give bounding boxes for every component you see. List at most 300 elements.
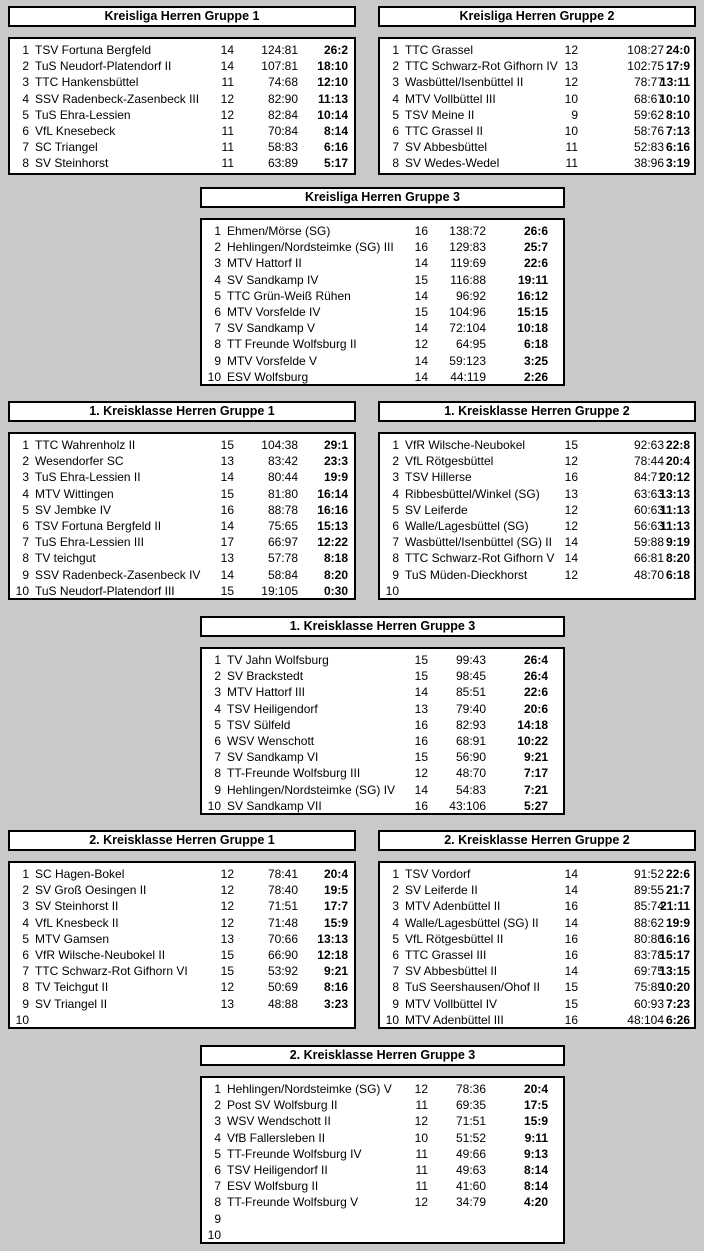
points: 20:6	[523, 701, 548, 716]
games-played: 12	[564, 502, 578, 517]
place: 2	[22, 454, 29, 469]
points: 19:9	[665, 915, 690, 930]
points: 22:6	[523, 685, 548, 700]
table-row	[15, 979, 349, 995]
place: 7	[392, 964, 399, 979]
team-name: MTV Adenbüttel II	[405, 899, 501, 914]
points: 3:25	[523, 353, 548, 368]
team-name: TV Teichgut II	[35, 980, 109, 995]
table-row	[15, 915, 349, 931]
place: 9	[214, 782, 221, 797]
table-row	[15, 155, 349, 171]
table-row	[385, 1012, 689, 1028]
game-score: 68:91	[455, 733, 486, 748]
games-played: 14	[564, 551, 578, 566]
team-name: TuS Seershausen/Ohof II	[405, 980, 540, 995]
team-name: SSV Radenbeck-Zasenbeck III	[35, 91, 200, 106]
points: 15:9	[323, 915, 348, 930]
game-score: 85:51	[455, 685, 486, 700]
points: 8:10	[665, 107, 690, 122]
table-title: 2. Kreisklasse Herren Gruppe 3	[200, 1045, 565, 1066]
place: 5	[214, 1146, 221, 1161]
team-name: TTC Wahrenholz II	[35, 438, 136, 452]
table-title: 2. Kreisklasse Herren Gruppe 2	[378, 830, 696, 851]
game-score: 66:90	[267, 947, 298, 962]
games-played: 11	[415, 1098, 428, 1113]
place: 3	[214, 256, 221, 271]
table-title: 2. Kreisklasse Herren Gruppe 1	[8, 830, 356, 851]
table-row	[207, 1146, 558, 1162]
points: 13:13	[317, 931, 348, 946]
team-name: VfB Fallersleben II	[227, 1130, 326, 1145]
points: 10:10	[659, 91, 690, 106]
points: 15:9	[523, 1114, 548, 1129]
points: 12:18	[317, 947, 348, 962]
team-name: Walle/Lagesbüttel (SG)	[405, 518, 529, 533]
standings-table	[378, 432, 696, 600]
place: 8	[22, 980, 29, 995]
table-row	[15, 453, 349, 469]
table-row	[385, 583, 689, 599]
table-row	[207, 1097, 558, 1113]
team-name: SV Jembke IV	[35, 502, 112, 517]
place: 2	[214, 240, 221, 255]
place: 10	[15, 1012, 29, 1027]
place: 9	[214, 1211, 221, 1226]
games-played: 15	[220, 583, 234, 598]
place: 5	[22, 107, 29, 122]
place: 6	[214, 304, 221, 319]
game-score: 49:63	[455, 1162, 486, 1177]
games-played: 16	[564, 1012, 578, 1027]
game-score: 44:119	[450, 369, 486, 384]
game-score: 66:81	[633, 551, 664, 566]
games-played: 14	[564, 883, 578, 898]
game-score: 88:62	[633, 915, 664, 930]
table-row	[385, 502, 689, 518]
team-name: TSV Fortuna Bergfeld II	[35, 518, 162, 533]
games-played: 14	[564, 535, 578, 550]
points: 22:6	[665, 867, 690, 881]
table-row	[385, 155, 689, 171]
place: 7	[22, 535, 29, 550]
game-score: 60:63	[633, 502, 664, 517]
games-played: 15	[414, 304, 428, 319]
team-name: TuS Ehra-Lessien	[35, 107, 131, 122]
table-row	[385, 996, 689, 1012]
points: 0:30	[323, 583, 348, 598]
games-played: 15	[564, 438, 578, 452]
game-score: 81:80	[267, 486, 298, 501]
team-name: Wesendorfer SC	[35, 454, 124, 469]
team-name: TT-Freunde Wolfsburg III	[227, 766, 361, 781]
game-score: 48:88	[267, 996, 298, 1011]
games-played: 16	[220, 502, 234, 517]
games-played: 14	[564, 915, 578, 930]
place: 9	[392, 996, 399, 1011]
team-name: MTV Wittingen	[35, 486, 114, 501]
game-score: 56:90	[455, 750, 486, 765]
place: 1	[22, 43, 29, 57]
games-played: 12	[220, 91, 234, 106]
table-row	[15, 107, 349, 123]
table-row	[207, 336, 558, 352]
game-score: 34:79	[455, 1195, 486, 1210]
team-name: TTC Grün-Weiß Rühen	[227, 288, 351, 303]
game-score: 75:89	[633, 980, 664, 995]
team-name: ESV Wolfsburg II	[227, 1179, 319, 1194]
place: 6	[22, 123, 29, 138]
game-score: 99:43	[455, 653, 486, 667]
points: 21:7	[665, 883, 690, 898]
team-name: TSV Sülfeld	[227, 717, 291, 732]
games-played: 10	[414, 1130, 428, 1145]
games-played: 14	[414, 353, 428, 368]
table-row	[15, 486, 349, 502]
table-row	[15, 123, 349, 139]
table-row	[207, 684, 558, 700]
game-score: 70:84	[267, 123, 298, 138]
game-score: 82:90	[267, 91, 298, 106]
points: 7:13	[665, 123, 690, 138]
place: 7	[22, 140, 29, 155]
place: 7	[214, 1179, 221, 1194]
team-name: TSV Heiligendorf	[227, 701, 318, 716]
games-played: 13	[414, 701, 428, 716]
games-played: 16	[414, 224, 428, 238]
points: 16:12	[517, 288, 548, 303]
points: 20:4	[665, 454, 690, 469]
place: 6	[22, 947, 29, 962]
place: 7	[214, 750, 221, 765]
game-score: 91:52	[633, 867, 664, 881]
games-played: 16	[414, 733, 428, 748]
games-played: 10	[564, 123, 578, 138]
place: 4	[214, 1130, 221, 1145]
games-played: 16	[414, 798, 428, 813]
table-row	[207, 272, 558, 288]
place: 4	[22, 915, 29, 930]
games-played: 12	[414, 1114, 428, 1129]
game-score: 43:106	[449, 798, 486, 813]
team-name: MTV Hattorf III	[227, 685, 306, 700]
place: 1	[392, 438, 399, 452]
table-row	[385, 486, 689, 502]
table-row	[385, 963, 689, 979]
games-played: 15	[220, 947, 234, 962]
table-title: Kreisliga Herren Gruppe 2	[378, 6, 696, 27]
team-name: TSV Hillerse	[405, 470, 472, 485]
game-score: 129:83	[449, 240, 486, 255]
table-title: 1. Kreisklasse Herren Gruppe 2	[378, 401, 696, 422]
games-played: 17	[220, 535, 234, 550]
points: 16:16	[317, 502, 348, 517]
game-score: 80:86	[633, 931, 664, 946]
games-played: 15	[220, 438, 234, 452]
place: 10	[385, 583, 399, 598]
place: 7	[22, 964, 29, 979]
points: 23:3	[323, 454, 348, 469]
team-name: SV Abbesbüttel	[405, 140, 488, 155]
points: 6:18	[523, 337, 548, 352]
games-played: 14	[220, 518, 234, 533]
games-played: 16	[564, 931, 578, 946]
table-title: Kreisliga Herren Gruppe 1	[8, 6, 356, 27]
game-score: 119:69	[450, 256, 486, 271]
place: 8	[22, 551, 29, 566]
game-score: 92:63	[633, 438, 664, 452]
table-row	[15, 437, 349, 453]
points: 12:10	[317, 75, 348, 90]
team-name: ESV Wolfsburg	[227, 369, 309, 384]
points: 15:17	[659, 947, 690, 962]
points: 8:16	[323, 980, 348, 995]
table-row	[15, 931, 349, 947]
table-row	[207, 223, 558, 239]
team-name: SV Leiferde	[405, 502, 468, 517]
game-score: 89:55	[633, 883, 664, 898]
game-score: 83:78	[633, 947, 664, 962]
points: 6:16	[665, 140, 690, 155]
place: 5	[22, 502, 29, 517]
games-played: 16	[564, 947, 578, 962]
place: 1	[392, 43, 399, 57]
team-name: Wasbüttel/Isenbüttel (SG) II	[405, 535, 552, 550]
place: 8	[392, 551, 399, 566]
standings-table	[8, 37, 356, 175]
game-score: 53:92	[267, 964, 298, 979]
place: 2	[214, 669, 221, 684]
games-played: 12	[220, 915, 234, 930]
team-name: SV Steinhorst	[35, 156, 109, 171]
games-played: 13	[220, 996, 234, 1011]
game-score: 41:60	[455, 1179, 486, 1194]
team-name: WSV Wenschott	[227, 733, 315, 748]
place: 4	[22, 91, 29, 106]
game-score: 74:68	[267, 75, 298, 90]
games-played: 12	[564, 43, 578, 57]
table-row	[385, 931, 689, 947]
place: 2	[392, 454, 399, 469]
table-row	[385, 91, 689, 107]
game-score: 66:97	[267, 535, 298, 550]
table-row	[207, 652, 558, 668]
table-row	[15, 898, 349, 914]
place: 8	[214, 337, 221, 352]
team-name: VfR Wilsche-Neubokel II	[35, 947, 166, 962]
table-row	[207, 798, 558, 814]
game-score: 78:36	[455, 1082, 486, 1096]
team-name: MTV Vorsfelde IV	[227, 304, 321, 319]
table-row	[15, 42, 349, 58]
table-row	[207, 1081, 558, 1097]
place: 6	[214, 1162, 221, 1177]
game-score: 48:104	[627, 1012, 664, 1027]
points: 22:8	[665, 438, 690, 452]
place: 5	[22, 931, 29, 946]
table-row	[385, 123, 689, 139]
points: 19:5	[323, 883, 348, 898]
points: 6:16	[323, 140, 348, 155]
game-score: 71:51	[267, 899, 298, 914]
place: 3	[22, 470, 29, 485]
team-name: TSV Meine II	[405, 107, 475, 122]
table-row	[15, 139, 349, 155]
table-row	[15, 502, 349, 518]
points: 10:18	[517, 321, 548, 336]
team-name: TT-Freunde Wolfsburg V	[227, 1195, 359, 1210]
team-name: SV Steinhorst II	[35, 899, 119, 914]
game-score: 48:70	[633, 567, 664, 582]
points: 7:17	[523, 766, 548, 781]
place: 7	[214, 321, 221, 336]
team-name: TT-Freunde Wolfsburg IV	[227, 1146, 362, 1161]
game-score: 98:45	[455, 669, 486, 684]
table-title: 1. Kreisklasse Herren Gruppe 3	[200, 616, 565, 637]
games-played: 11	[415, 1162, 428, 1177]
table-row	[207, 1130, 558, 1146]
points: 11:13	[659, 518, 690, 533]
game-score: 48:70	[455, 766, 486, 781]
place: 1	[22, 438, 29, 452]
table-row	[15, 583, 349, 599]
games-played: 12	[220, 899, 234, 914]
place: 1	[214, 1082, 221, 1096]
table-row	[15, 518, 349, 534]
games-played: 12	[220, 867, 234, 881]
points: 9:21	[523, 750, 548, 765]
place: 9	[214, 353, 221, 368]
place: 2	[392, 59, 399, 74]
games-played: 14	[220, 59, 234, 74]
points: 7:21	[523, 782, 548, 797]
team-name: TTC Schwarz-Rot Gifhorn VI	[35, 964, 188, 979]
team-name: TuS Neudorf-Platendorf III	[35, 583, 175, 598]
table-row	[207, 733, 558, 749]
team-name: Hehlingen/Nordsteimke (SG) IV	[227, 782, 396, 797]
table-row	[385, 74, 689, 90]
game-score: 80:44	[267, 470, 298, 485]
table-title: 1. Kreisklasse Herren Gruppe 1	[8, 401, 356, 422]
place: 8	[214, 766, 221, 781]
table-row	[15, 1012, 349, 1028]
games-played: 12	[220, 883, 234, 898]
game-score: 96:92	[455, 288, 486, 303]
team-name: SV Leiferde II	[405, 883, 478, 898]
points: 20:4	[323, 867, 348, 881]
place: 3	[22, 899, 29, 914]
points: 19:11	[517, 272, 548, 287]
team-name: TSV Heiligendorf II	[227, 1162, 328, 1177]
points: 24:0	[665, 43, 690, 57]
points: 10:22	[517, 733, 548, 748]
place: 5	[214, 717, 221, 732]
standings-table	[378, 861, 696, 1029]
points: 10:14	[317, 107, 348, 122]
points: 29:1	[323, 438, 348, 452]
games-played: 15	[414, 750, 428, 765]
games-played: 16	[564, 899, 578, 914]
points: 9:13	[523, 1146, 548, 1161]
team-name: Hehlingen/Nordsteimke (SG) III	[227, 240, 394, 255]
games-played: 12	[564, 75, 578, 90]
points: 8:14	[523, 1162, 548, 1177]
games-played: 14	[220, 470, 234, 485]
place: 9	[392, 567, 399, 582]
games-played: 13	[220, 931, 234, 946]
game-score: 102:75	[627, 59, 664, 74]
place: 7	[392, 140, 399, 155]
game-score: 84:71	[633, 470, 664, 485]
points: 20:12	[659, 470, 690, 485]
table-row	[385, 453, 689, 469]
game-score: 51:52	[455, 1130, 486, 1145]
table-row	[15, 567, 349, 583]
game-score: 54:83	[455, 782, 486, 797]
table-row	[15, 91, 349, 107]
game-score: 19:105	[261, 583, 298, 598]
points: 4:20	[523, 1195, 548, 1210]
game-score: 71:51	[455, 1114, 486, 1129]
team-name: SV Abbesbüttel II	[405, 964, 498, 979]
points: 7:23	[665, 996, 690, 1011]
standings-table	[200, 647, 565, 815]
standings-table	[8, 432, 356, 600]
points: 21:11	[659, 899, 690, 914]
points: 11:13	[317, 91, 348, 106]
points: 10:20	[659, 980, 690, 995]
points: 26:4	[523, 653, 548, 667]
games-played: 15	[220, 486, 234, 501]
games-played: 14	[414, 369, 428, 384]
table-row	[385, 898, 689, 914]
game-score: 38:96	[633, 156, 664, 171]
game-score: 59:123	[449, 353, 486, 368]
team-name: TT Freunde Wolfsburg II	[227, 337, 357, 352]
place: 5	[392, 931, 399, 946]
table-row	[207, 749, 558, 765]
game-score: 104:96	[449, 304, 486, 319]
points: 8:14	[323, 123, 348, 138]
table-row	[385, 550, 689, 566]
place: 1	[214, 653, 221, 667]
points: 2:26	[523, 369, 548, 384]
games-played: 16	[564, 470, 578, 485]
games-played: 14	[414, 256, 428, 271]
team-name: TV Jahn Wolfsburg	[227, 653, 329, 667]
points: 22:6	[523, 256, 548, 271]
games-played: 15	[220, 964, 234, 979]
game-score: 107:81	[261, 59, 298, 74]
points: 6:26	[665, 1012, 690, 1027]
game-score: 56:63	[633, 518, 664, 533]
games-played: 11	[221, 156, 234, 171]
games-played: 14	[414, 685, 428, 700]
game-score: 69:35	[455, 1098, 486, 1113]
points: 13:11	[659, 75, 690, 90]
place: 9	[22, 567, 29, 582]
points: 5:17	[323, 156, 348, 171]
games-played: 13	[564, 486, 578, 501]
place: 4	[214, 701, 221, 716]
game-score: 108:27	[627, 43, 664, 57]
game-score: 59:62	[633, 107, 664, 122]
games-played: 13	[220, 454, 234, 469]
team-name: TuS Müden-Dieckhorst	[405, 567, 528, 582]
points: 17:9	[665, 59, 690, 74]
table-row	[207, 353, 558, 369]
team-name: TTC Hankensbüttel	[35, 75, 139, 90]
